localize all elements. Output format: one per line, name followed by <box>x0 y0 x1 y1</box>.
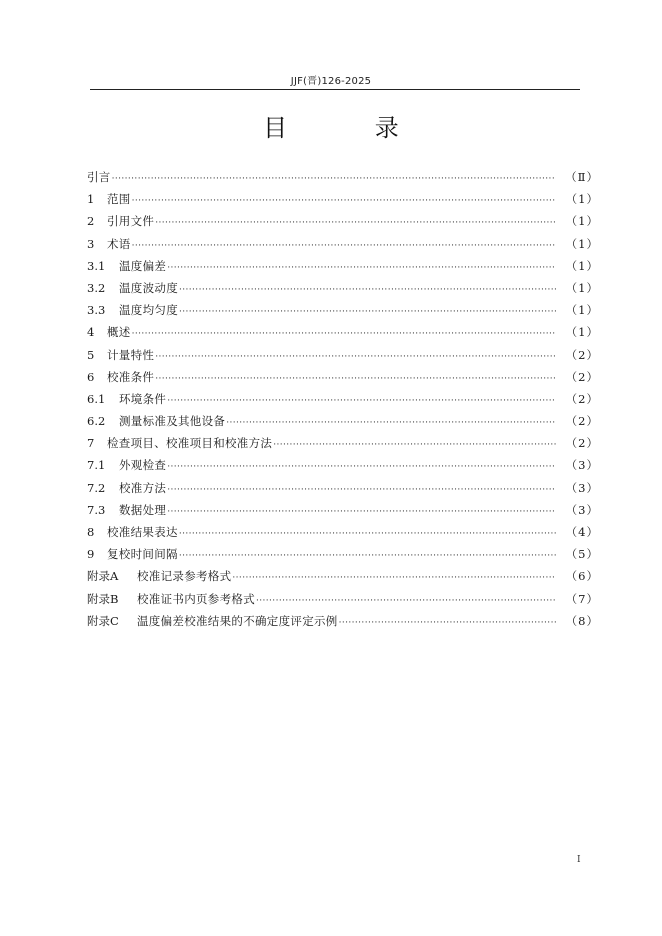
toc-leader-dots <box>167 485 556 495</box>
toc-leader-dots <box>179 551 556 561</box>
toc-entry-number: 8 <box>87 525 95 539</box>
toc-entry-label: 温度偏差 <box>119 258 167 273</box>
toc-leader-dots <box>179 285 556 295</box>
toc-entry-label: 计量特性 <box>107 347 155 362</box>
toc-entry-page: （3） <box>565 458 599 473</box>
toc-entry-label: 外观检查 <box>119 458 167 473</box>
toc-leader-dots <box>232 573 556 583</box>
toc-leader-dots <box>226 418 556 428</box>
toc-entry-page: （1） <box>565 303 599 318</box>
toc-entry-label: 引用文件 <box>107 214 155 229</box>
toc-entry-label: 检查项目、校准项目和校准方法 <box>107 436 273 451</box>
toc-entry-number: 7.1 <box>87 458 106 473</box>
toc-leader-dots <box>339 618 556 628</box>
toc-entry-page: （3） <box>565 480 599 495</box>
toc-entry-label: 测量标准及其他设备 <box>119 414 226 429</box>
toc-entry[interactable] <box>87 480 599 502</box>
table-of-contents <box>87 169 599 635</box>
toc-entry-page: （1） <box>565 280 599 295</box>
toc-entry-number: 1 <box>87 192 95 207</box>
toc-entry-label: 校准方法 <box>119 480 167 495</box>
toc-entry[interactable] <box>87 413 599 435</box>
toc-entry-page: （2） <box>565 436 599 451</box>
toc-entry-label: 范围 <box>107 192 131 207</box>
toc-leader-dots <box>167 507 556 517</box>
toc-entry-number: 6.1 <box>87 391 106 406</box>
toc-entry[interactable] <box>87 169 599 191</box>
header-rule <box>90 89 580 90</box>
toc-leader-dots <box>167 263 556 273</box>
toc-leader-dots <box>155 374 556 384</box>
toc-entry[interactable] <box>87 213 599 235</box>
toc-entry-number: 3.3 <box>87 303 106 318</box>
toc-entry-page: （3） <box>565 502 599 517</box>
toc-entry-page: （2） <box>565 347 599 362</box>
toc-entry[interactable] <box>87 502 599 524</box>
toc-entry[interactable] <box>87 347 599 369</box>
toc-entry-number: 9 <box>87 547 95 562</box>
toc-entry[interactable] <box>87 236 599 258</box>
toc-entry-page: （1） <box>565 214 599 229</box>
toc-entry[interactable] <box>87 324 599 346</box>
toc-leader-dots <box>273 440 556 450</box>
toc-entry-label: 引言 <box>87 170 111 184</box>
toc-entry[interactable] <box>87 191 599 213</box>
toc-entry-label: 校准条件 <box>107 369 155 384</box>
toc-entry-page: （Ⅱ） <box>565 170 599 184</box>
toc-entry-label: 校准证书内页参考格式 <box>137 591 255 606</box>
toc-entry-page: （5） <box>565 547 599 562</box>
toc-entry-page: （2） <box>565 369 599 384</box>
toc-entry-page: （1） <box>565 236 599 251</box>
toc-entry-number: 3.2 <box>87 280 106 295</box>
toc-leader-dots <box>132 196 556 206</box>
toc-entry-number: 5 <box>87 347 95 362</box>
toc-entry-page: （6） <box>565 569 599 584</box>
toc-entry-number: 4 <box>87 325 95 340</box>
toc-leader-dots <box>167 396 556 406</box>
toc-entry-number: 7.2 <box>87 480 106 495</box>
toc-leader-dots <box>132 241 556 251</box>
toc-entry-number: 6 <box>87 369 95 384</box>
toc-entry-number: 7 <box>87 436 95 451</box>
toc-entry[interactable] <box>87 568 599 590</box>
toc-entry-page: （2） <box>565 391 599 406</box>
toc-entry[interactable] <box>87 435 599 457</box>
toc-entry[interactable] <box>87 280 599 302</box>
page-number: I <box>577 855 581 865</box>
toc-entry-label: 概述 <box>107 325 131 340</box>
toc-entry-number: 附录B <box>87 591 119 606</box>
toc-entry[interactable] <box>87 302 599 324</box>
toc-entry-label: 温度波动度 <box>119 280 178 295</box>
toc-entry-number: 3 <box>87 236 95 251</box>
toc-entry-number: 2 <box>87 214 95 229</box>
toc-leader-dots <box>256 596 556 606</box>
toc-entry-page: （1） <box>565 192 599 207</box>
toc-entry-page: （7） <box>565 591 599 606</box>
toc-entry-page: （4） <box>565 525 599 539</box>
toc-entry[interactable] <box>87 524 599 546</box>
toc-entry-label: 温度均匀度 <box>119 303 178 318</box>
toc-entry-page: （2） <box>565 414 599 429</box>
toc-entry[interactable] <box>87 258 599 280</box>
toc-entry[interactable] <box>87 369 599 391</box>
toc-entry-number: 附录C <box>87 613 119 628</box>
toc-entry-label: 校准记录参考格式 <box>137 569 232 584</box>
toc-entry-label: 温度偏差校准结果的不确定度评定示例 <box>137 613 338 628</box>
toc-leader-dots <box>167 462 556 472</box>
toc-leader-dots <box>179 307 556 317</box>
toc-entry[interactable] <box>87 546 599 568</box>
toc-leader-dots <box>179 529 556 539</box>
toc-leader-dots <box>155 218 556 228</box>
toc-entry-page: （1） <box>565 258 599 273</box>
toc-leader-dots <box>132 329 556 339</box>
toc-entry-number: 附录A <box>87 569 119 584</box>
toc-leader-dots <box>155 352 556 362</box>
page-title: 目 录 <box>263 114 439 142</box>
toc-entry-label: 校准结果表达 <box>107 525 178 539</box>
toc-entry-page: （1） <box>565 325 599 340</box>
toc-entry-label: 复校时间间隔 <box>107 547 178 562</box>
toc-entry-label: 术语 <box>107 236 131 251</box>
toc-entry-number: 6.2 <box>87 414 106 429</box>
toc-leader-dots <box>112 174 556 184</box>
standard-code: JJF(晋)126-2025 <box>290 76 372 87</box>
toc-entry[interactable] <box>87 591 599 613</box>
toc-entry-number: 3.1 <box>87 258 106 273</box>
toc-entry[interactable] <box>87 391 599 413</box>
toc-entry-label: 数据处理 <box>119 502 167 517</box>
toc-entry[interactable] <box>87 613 599 635</box>
toc-entry-label: 环境条件 <box>119 391 167 406</box>
toc-entry-number: 7.3 <box>87 502 106 517</box>
toc-entry-page: （8） <box>565 613 599 628</box>
toc-entry[interactable] <box>87 457 599 479</box>
